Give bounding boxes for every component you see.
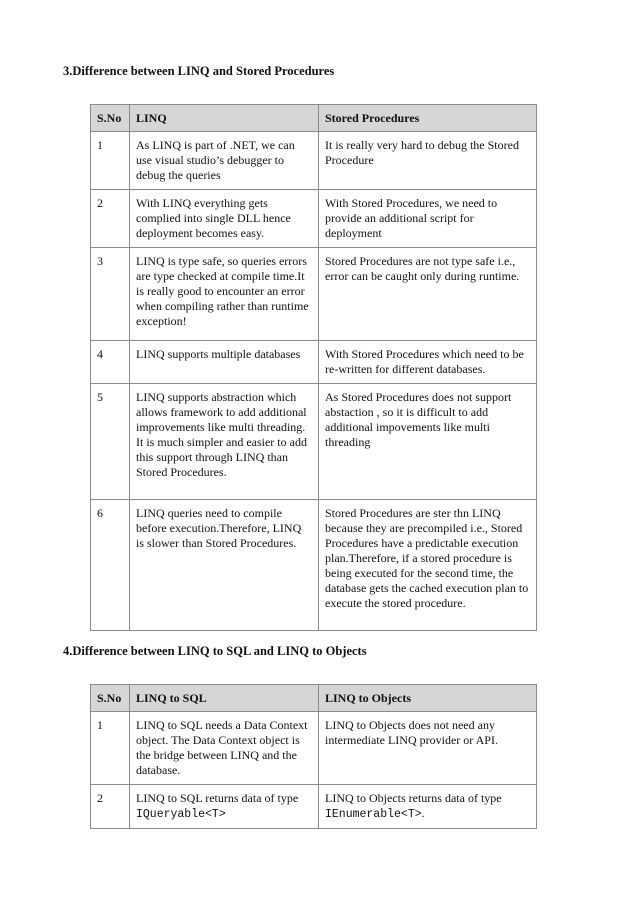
table-header-row <box>91 685 537 712</box>
row-sno: 1 <box>91 132 130 190</box>
row-sp-cell: It is really very hard to debug the Stored Procedure <box>319 132 537 190</box>
row-sno: 1 <box>91 712 130 785</box>
section4-heading: 4.Difference between LINQ to SQL and LINQ to Objects <box>63 644 367 658</box>
linq-to-sql-vs-objects-table <box>90 684 537 829</box>
header-linq-to-sql: LINQ to SQL <box>130 685 319 712</box>
table-row <box>91 341 537 384</box>
row-sp-cell: Stored Procedures are not type safe i.e., error can be caught only during runtime. <box>319 248 537 341</box>
row-sp-cell: With Stored Procedures which need to be re-written for different databases. <box>319 341 537 384</box>
row-sno: 6 <box>91 500 130 631</box>
cell-text-tail: . <box>421 806 425 820</box>
linq-vs-stored-procedures-table <box>90 104 537 631</box>
section3-heading: 3.Difference between LINQ and Stored Procedures <box>63 64 335 78</box>
row-sno: 4 <box>91 341 130 384</box>
header-linq: LINQ <box>130 105 319 132</box>
row-sp-cell: With Stored Procedures, we need to provide an additional script for deployment <box>319 190 537 248</box>
table-row <box>91 712 537 785</box>
header-linq-to-objects: LINQ to Objects <box>319 685 537 712</box>
cell-text: LINQ to SQL returns data of type <box>136 791 299 805</box>
row-linq-to-sql-cell: LINQ to SQL needs a Data Context object. The Data Context object is the bridge between LINQ and the database. <box>130 712 319 785</box>
row-linq-cell: LINQ queries need to compile before execution.Therefore, LINQ is slower than Stored Procedures. <box>130 500 319 631</box>
table-row <box>91 190 537 248</box>
row-sno: 5 <box>91 384 130 500</box>
table-row <box>91 500 537 631</box>
row-sp-cell: Stored Procedures are ster thn LINQ because they are precompiled i.e., Stored Procedures have a predictable execution plan.Therefore, if a stored procedure is being executed for the second time, the database gets the cached execution plan to execute the stored procedure. <box>319 500 537 631</box>
table-row <box>91 248 537 341</box>
row-linq-cell: LINQ supports multiple databases <box>130 341 319 384</box>
row-linq-cell: With LINQ everything gets complied into single DLL hence deployment becomes easy. <box>130 190 319 248</box>
row-sno: 2 <box>91 785 130 829</box>
row-linq-cell: LINQ supports abstraction which allows framework to add additional improvements like multi threading. It is much simpler and easier to add this support through LINQ than Stored Procedures. <box>130 384 319 500</box>
row-linq-to-sql-cell <box>130 785 319 829</box>
code-type: IEnumerable<T> <box>325 808 422 821</box>
header-stored-procedures: Stored Procedures <box>319 105 537 132</box>
row-sp-cell: As Stored Procedures does not support abstaction , so it is difficult to add additional impovements like multi threading <box>319 384 537 500</box>
row-linq-cell: LINQ is type safe, so queries errors are type checked at compile time.It is really good to encounter an error when compiling rather than runtime exception! <box>130 248 319 341</box>
table-row <box>91 785 537 829</box>
table-header-row <box>91 105 537 132</box>
header-sno: S.No <box>91 105 130 132</box>
header-sno: S.No <box>91 685 130 712</box>
row-linq-cell: As LINQ is part of .NET, we can use visual studio’s debugger to debug the queries <box>130 132 319 190</box>
table-row <box>91 132 537 190</box>
cell-text: LINQ to Objects returns data of type <box>325 791 502 805</box>
row-linq-to-objects-cell: LINQ to Objects does not need any intermediate LINQ provider or API. <box>319 712 537 785</box>
code-type: IQueryable<T> <box>136 808 226 821</box>
row-sno: 2 <box>91 190 130 248</box>
table-row <box>91 384 537 500</box>
row-sno: 3 <box>91 248 130 341</box>
row-linq-to-objects-cell <box>319 785 537 829</box>
